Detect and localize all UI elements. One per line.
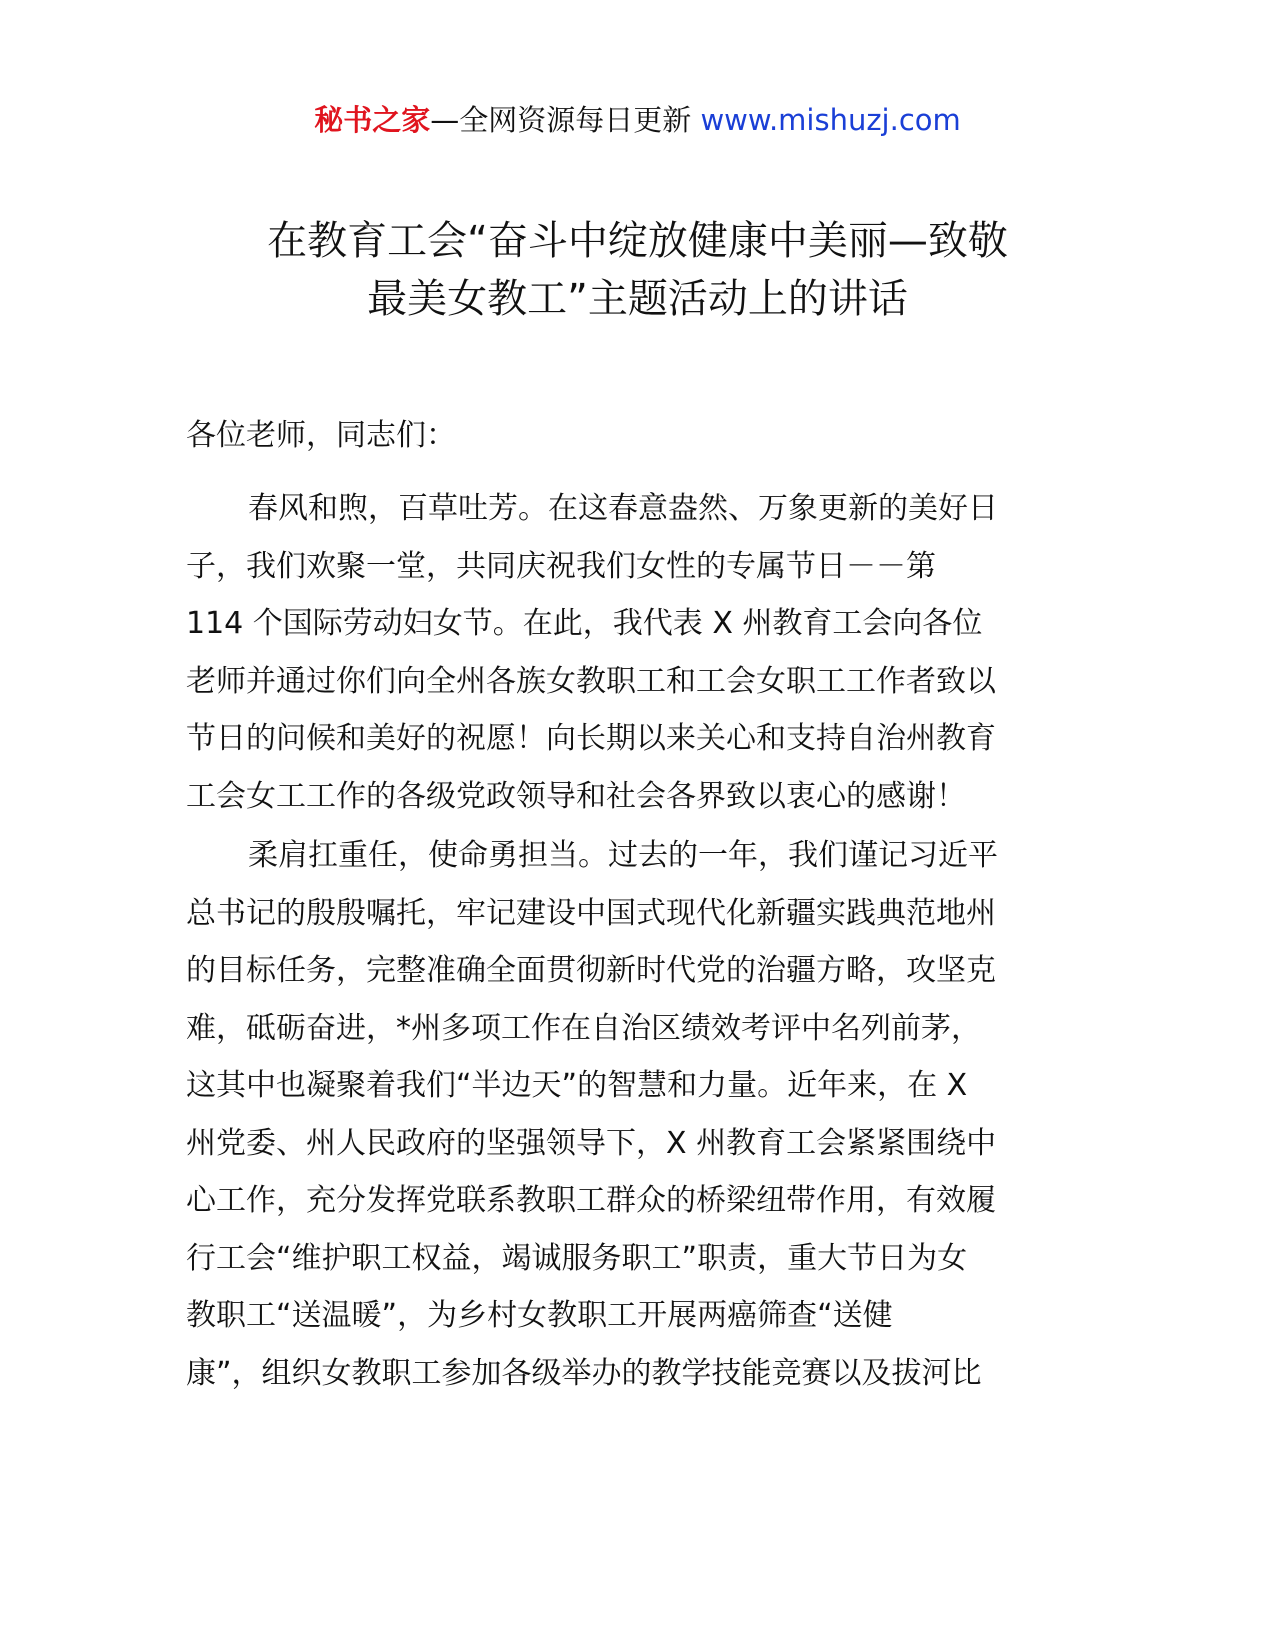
paragraph-line: 康”，组织女教职工参加各级举办的教学技能竞赛以及拔河比 bbox=[186, 1355, 982, 1391]
body-paragraph bbox=[186, 480, 1086, 825]
body-paragraph bbox=[186, 827, 1086, 1402]
document-title bbox=[150, 212, 1125, 328]
banner-tagline: —全网资源每日更新 bbox=[430, 103, 701, 137]
brand-name: 秘书之家 bbox=[314, 103, 431, 137]
paragraph-line: 难，砥砺奋进，*州多项工作在自治区绩效考评中名列前茅， bbox=[186, 1010, 981, 1046]
paragraph-line: 心工作，充分发挥党联系教职工群众的桥梁纽带作用，有效履 bbox=[186, 1183, 996, 1218]
paragraph-line: 春风和煦，百草吐芳。在这春意盎然、万象更新的美好日 bbox=[248, 491, 998, 526]
title-line: 最美女教工”主题活动上的讲话 bbox=[367, 276, 908, 322]
paragraph-line: 行工会“维护职工权益，竭诚服务职工”职责，重大节日为女 bbox=[186, 1240, 968, 1276]
site-url-link[interactable]: www.mishuzj.com bbox=[700, 103, 961, 137]
paragraph-line: 教职工“送温暖”，为乡村女教职工开展两癌筛查“送健 bbox=[186, 1298, 893, 1333]
paragraph-line: 的目标任务，完整准确全面贯彻新时代党的治疆方略，攻坚克 bbox=[186, 953, 996, 988]
salutation: 各位老师，同志们： bbox=[186, 418, 456, 453]
site-banner bbox=[0, 98, 1275, 142]
paragraph-line: 工会女工工作的各级党政领导和社会各界致以衷心的感谢！ bbox=[186, 778, 966, 814]
paragraph-line: 总书记的殷殷嘱托，牢记建设中国式现代化新疆实践典范地州 bbox=[186, 895, 996, 931]
title-line: 在教育工会“奋斗中绽放健康中美丽—致敬 bbox=[267, 218, 1008, 264]
paragraph-line: 老师并通过你们向全州各族女教职工和工会女职工工作者致以 bbox=[186, 663, 996, 699]
paragraph-line: 州党委、州人民政府的坚强领导下，X 州教育工会紧紧围绕中 bbox=[186, 1125, 997, 1161]
paragraph-line: 子，我们欢聚一堂，共同庆祝我们女性的专属节日－－第 bbox=[186, 548, 936, 584]
paragraph-line: 节日的问候和美好的祝愿！向长期以来关心和支持自治州教育 bbox=[186, 721, 996, 756]
paragraph-line: 柔肩扛重任，使命勇担当。过去的一年，我们谨记习近平 bbox=[248, 838, 998, 873]
paragraph-line: 114 个国际劳动妇女节。在此，我代表 X 州教育工会向各位 bbox=[186, 606, 983, 641]
paragraph-line: 这其中也凝聚着我们“半边天”的智慧和力量。近年来，在 X bbox=[186, 1068, 968, 1103]
